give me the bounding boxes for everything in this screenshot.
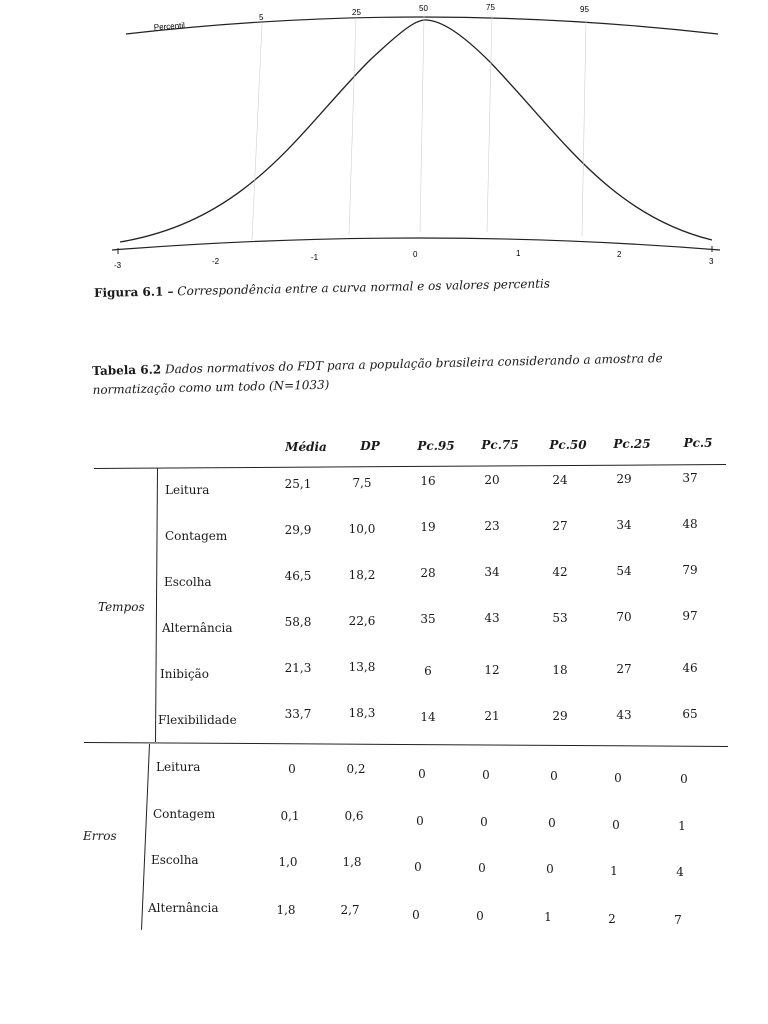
z-tick-label: -2 bbox=[212, 257, 220, 266]
column-header: Média bbox=[285, 440, 327, 454]
z-tick-label: -1 bbox=[311, 253, 319, 262]
row-label: Alternância bbox=[148, 901, 219, 915]
percentile-label: 95 bbox=[580, 5, 589, 14]
table-cell: 0 bbox=[546, 862, 554, 877]
column-header: Pc.75 bbox=[481, 438, 519, 453]
table-caption-label: Tabela 6.2 bbox=[92, 362, 162, 378]
table-cell: 16 bbox=[420, 473, 436, 488]
z-tick-label: -3 bbox=[114, 261, 122, 270]
table-cell: 2,7 bbox=[340, 903, 360, 917]
row-label: Contagem bbox=[153, 807, 216, 821]
table-cell: 0 bbox=[614, 770, 622, 785]
row-label: Flexibilidade bbox=[158, 713, 237, 727]
table-cell: 0 bbox=[476, 908, 484, 923]
table-cell: 29,9 bbox=[284, 523, 312, 537]
table-cell: 37 bbox=[682, 471, 698, 486]
table-cell: 19 bbox=[420, 519, 436, 534]
column-header: Pc.25 bbox=[613, 437, 651, 451]
percentile-label: 5 bbox=[259, 13, 264, 22]
table-cell: 1 bbox=[544, 910, 552, 925]
table-cell: 58,8 bbox=[284, 615, 312, 629]
table-cell: 0 bbox=[548, 816, 556, 831]
table-cell: 0,2 bbox=[346, 762, 366, 776]
row-label: Contagem bbox=[165, 529, 228, 543]
table-cell: 29 bbox=[552, 708, 568, 723]
table-cell: 43 bbox=[616, 708, 632, 722]
table-cell: 1 bbox=[610, 863, 618, 878]
table-cell: 27 bbox=[552, 518, 568, 533]
tempos-vertical-rule bbox=[155, 468, 158, 742]
z-tick-label: 3 bbox=[709, 257, 714, 266]
table-cell: 0 bbox=[288, 762, 296, 776]
table-cell: 22,6 bbox=[348, 614, 376, 629]
table-cell: 6 bbox=[424, 663, 432, 678]
table-cell: 20 bbox=[484, 473, 500, 488]
table-cell: 4 bbox=[676, 864, 684, 879]
z-tick-label: 1 bbox=[516, 249, 521, 258]
column-header: Pc.95 bbox=[417, 438, 455, 453]
group-label-erros: Erros bbox=[83, 829, 117, 843]
percentile-axis-label: Percentil bbox=[153, 20, 186, 32]
table-cell: 34 bbox=[484, 565, 500, 580]
z-tick-label: 0 bbox=[413, 250, 418, 259]
row-label: Leitura bbox=[165, 483, 210, 497]
percentile-label: 75 bbox=[486, 3, 495, 12]
table-cell: 0 bbox=[478, 860, 486, 875]
z-tick-label: 2 bbox=[617, 250, 622, 259]
percentile-label: 25 bbox=[352, 8, 361, 17]
table-cell: 2 bbox=[608, 911, 616, 926]
table-cell: 0 bbox=[480, 814, 488, 829]
table-cell: 46,5 bbox=[284, 569, 312, 583]
table-cell: 23 bbox=[484, 519, 500, 534]
table-cell: 18,3 bbox=[348, 706, 376, 721]
table-cell: 27 bbox=[616, 662, 632, 676]
row-label: Alternância bbox=[162, 621, 233, 635]
table-cell: 34 bbox=[616, 518, 632, 532]
table-cell: 24 bbox=[552, 472, 568, 487]
table-cell: 21,3 bbox=[284, 661, 312, 675]
table-cell: 12 bbox=[484, 663, 500, 678]
row-label: Escolha bbox=[164, 575, 212, 589]
table-cell: 0 bbox=[418, 766, 426, 781]
table-cell: 18,2 bbox=[348, 568, 376, 583]
table-cell: 21 bbox=[484, 709, 500, 724]
table-cell: 1,8 bbox=[276, 903, 296, 917]
table-cell: 35 bbox=[420, 611, 436, 626]
table-cell: 48 bbox=[682, 517, 698, 532]
z-axis-line bbox=[112, 238, 720, 250]
table-cell: 0 bbox=[414, 859, 422, 874]
table-cell: 0 bbox=[416, 813, 424, 828]
table-cell: 54 bbox=[616, 564, 632, 578]
header-rule bbox=[94, 464, 726, 469]
table-cell: 97 bbox=[682, 609, 698, 624]
table-cell: 10,0 bbox=[348, 522, 376, 537]
table-cell: 0 bbox=[550, 769, 558, 784]
normal-curve-figure bbox=[0, 0, 768, 290]
table-cell: 79 bbox=[682, 563, 698, 578]
table-cell: 7,5 bbox=[352, 476, 372, 491]
table-cell: 0 bbox=[482, 767, 490, 782]
table-cell: 18 bbox=[552, 662, 568, 677]
table-cell: 33,7 bbox=[284, 707, 312, 721]
table-cell: 1,0 bbox=[278, 855, 298, 869]
table-cell: 70 bbox=[616, 610, 632, 624]
row-label: Inibição bbox=[160, 667, 209, 681]
table-cell: 14 bbox=[420, 709, 436, 724]
row-label: Escolha bbox=[151, 853, 199, 867]
column-header: DP bbox=[360, 439, 380, 454]
table-cell: 0 bbox=[680, 771, 688, 786]
row-label: Leitura bbox=[156, 760, 201, 774]
table-cell: 0,1 bbox=[280, 809, 300, 823]
group-divider-rule bbox=[84, 742, 728, 747]
table-cell: 1 bbox=[678, 818, 686, 833]
percentile-scale-line bbox=[126, 17, 718, 34]
table-caption-text: Dados normativos do FDT para a população brasileira considerando a amostra de normatização como um todo (N=1033) bbox=[92, 351, 663, 397]
table-cell: 0 bbox=[612, 817, 620, 832]
table-cell: 46 bbox=[682, 661, 698, 676]
table-cell: 0 bbox=[412, 907, 420, 922]
table-cell: 25,1 bbox=[284, 477, 312, 491]
table-cell: 13,8 bbox=[348, 660, 376, 675]
table-cell: 29 bbox=[616, 472, 632, 486]
table-cell: 42 bbox=[552, 564, 568, 579]
table-cell: 7 bbox=[674, 912, 682, 927]
percentile-guide-lines bbox=[252, 16, 586, 240]
figure-caption-text: Correspondência entre a curva normal e os valores percentis bbox=[177, 276, 551, 299]
percentile-label: 50 bbox=[419, 4, 428, 13]
table-cell: 43 bbox=[484, 611, 500, 626]
table-cell: 1,8 bbox=[342, 855, 362, 869]
group-label-tempos: Tempos bbox=[98, 600, 145, 614]
table-cell: 53 bbox=[552, 610, 568, 625]
figure-caption-label: Figura 6.1 – bbox=[93, 284, 174, 300]
table-cell: 65 bbox=[682, 707, 698, 722]
table-cell: 0,6 bbox=[344, 809, 364, 823]
column-header: Pc.50 bbox=[549, 437, 587, 452]
table-cell: 28 bbox=[420, 565, 436, 580]
column-header: Pc.5 bbox=[683, 436, 713, 451]
table-caption bbox=[92, 347, 733, 400]
normal-curve bbox=[120, 20, 712, 242]
